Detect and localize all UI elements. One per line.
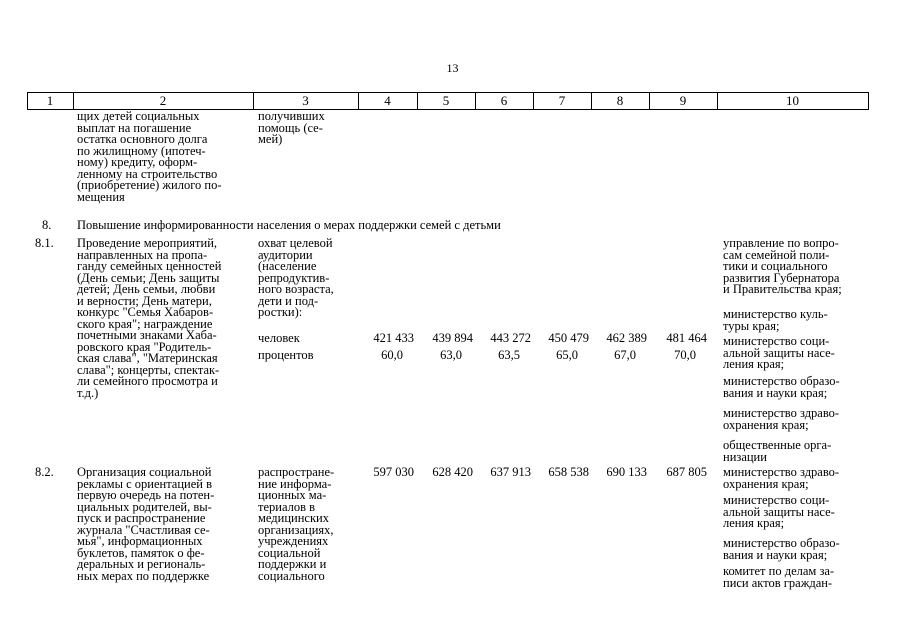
row-number: 8.2. xyxy=(35,465,54,479)
value-people: 481 464 xyxy=(666,331,707,345)
executor: министерство здраво- охранения края; xyxy=(723,465,840,491)
header-cell: 5 xyxy=(442,93,450,108)
page-number: 13 xyxy=(446,61,459,75)
executor: министерство соци- альной защиты насе- ления края; xyxy=(723,334,835,371)
section-title: Повышение информированности населения о мерах поддержки семей с детьми xyxy=(77,218,501,232)
executor: общественные орга- низации xyxy=(723,438,832,464)
value-people: 443 272 xyxy=(490,331,531,345)
row-indicator: охват целевой аудитории (население репродуктив- ного возраста, дети и под- ростки): xyxy=(258,236,334,319)
value-percent: 70,0 xyxy=(674,348,696,362)
header-cell: 9 xyxy=(679,93,687,108)
value-cell: 628 420 xyxy=(432,465,473,479)
executor: управление по вопро- сам семейной поли- тики и социального развития Губернатора и Правительства края; xyxy=(723,236,842,296)
header-cell: 4 xyxy=(384,93,391,108)
value-people: 421 433 xyxy=(373,331,414,345)
value-people: 450 479 xyxy=(548,331,589,345)
value-people: 439 894 xyxy=(432,331,473,345)
cont-indicator: получивших помощь (се- мей) xyxy=(258,109,325,146)
value-cell: 637 913 xyxy=(490,465,531,479)
header-cell: 1 xyxy=(46,93,54,108)
value-cell: 687 805 xyxy=(666,465,707,479)
row-indicator: распростране- ние информа- ционных ма- териалов в медицинских организациях, учреждениях социальной поддержки и социального xyxy=(258,465,335,583)
header-cell: 10 xyxy=(786,93,799,108)
header-cell: 8 xyxy=(616,93,624,108)
executor: министерство куль- туры края; xyxy=(723,307,828,333)
header-cell: 3 xyxy=(302,93,309,108)
executor: министерство здраво- охранения края; xyxy=(723,406,840,432)
executor: министерство образо- вания и науки края; xyxy=(723,374,840,400)
unit-percent: процентов xyxy=(258,348,314,362)
row-description: Проведение мероприятий, направленных на пропа- ганду семейных ценностей (День семьи; День защиты детей; День семьи, любви и верности; День матери, конкурс "Семья Хабаров- ского края"; награждение почетными знаками Хаба- ровского края "Родитель- ская слава", "Материнская слава"; концерты, спектак- ли семейного просмотра и т.д.) xyxy=(77,236,222,400)
value-people: 462 389 xyxy=(606,331,647,345)
value-percent: 67,0 xyxy=(614,348,636,362)
section-number: 8. xyxy=(42,218,52,232)
value-percent: 60,0 xyxy=(381,348,403,362)
cont-description: щих детей социальных выплат на погашение остатка основного долга по жилищному (ипотеч- ному) кредиту, оформ- ленному на строительство (приобретение) жилого по- мещения xyxy=(77,109,222,204)
executor: министерство образо- вания и науки края; xyxy=(723,536,840,562)
executor: министерство соци- альной защиты насе- ления края; xyxy=(723,493,835,530)
column-divider xyxy=(868,92,869,110)
value-cell: 690 133 xyxy=(606,465,647,479)
value-percent: 63,5 xyxy=(498,348,520,362)
row-number: 8.1. xyxy=(35,236,54,250)
value-percent: 65,0 xyxy=(556,348,578,362)
row-description: Организация социальной рекламы с ориентацией в первую очередь на потен- циальных родителей, вы- пуск и распространение журнала "Счастливая се- мья", информационных буклетов, памяток о фе- деральных и региональ- ных мерах по поддержке xyxy=(77,465,215,583)
header-cell: 2 xyxy=(159,93,167,108)
value-cell: 597 030 xyxy=(373,465,414,479)
header-cell: 7 xyxy=(558,93,566,108)
executor: комитет по делам за- писи актов граждан- xyxy=(723,564,835,590)
value-cell: 658 538 xyxy=(548,465,589,479)
header-cell: 6 xyxy=(500,93,508,108)
unit-people: человек xyxy=(258,331,300,345)
value-percent: 63,0 xyxy=(440,348,462,362)
